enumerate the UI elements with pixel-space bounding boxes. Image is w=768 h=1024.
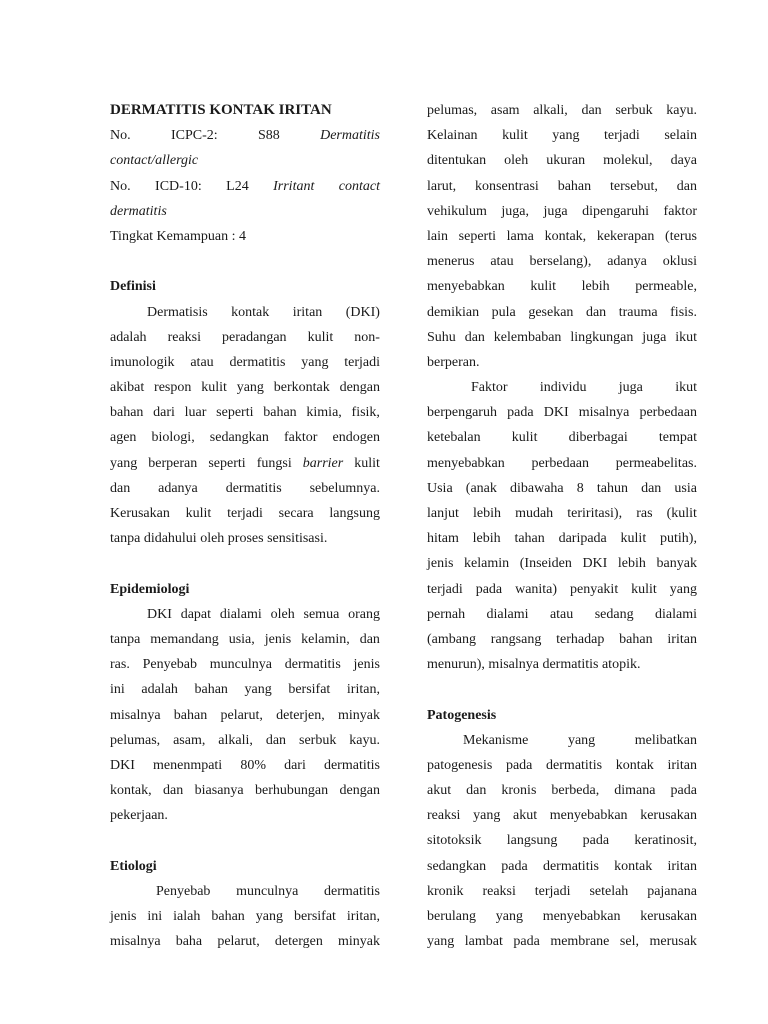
text-line: menyebabkan kulit lebih permeable, bbox=[427, 279, 697, 295]
text-line: Usia (anak dibawaha 8 tahun dan usia bbox=[427, 480, 697, 496]
text-line: larut, konsentrasi bahan tersebut, dan bbox=[427, 178, 697, 194]
icd-code: No. ICD-10: L24 Irritant contact dermatitis bbox=[110, 178, 380, 219]
text-line: ditentukan oleh ukuran molekul, daya bbox=[427, 153, 697, 169]
text-line: terjadi pada wanita) penyakit kulit yang bbox=[427, 581, 697, 597]
text-line: pekerjaan. bbox=[110, 808, 168, 824]
text-line: menerus atau berselang), adanya oklusi bbox=[427, 254, 697, 270]
tingkat-kemampuan: Tingkat Kemampuan : 4 bbox=[110, 228, 246, 244]
text-line: (ambang rangsang terhadap bahan iritan bbox=[427, 631, 697, 647]
text-line: yang berperan seperti fungsi barrier kulit bbox=[110, 455, 380, 471]
text-line: DKI menenmpati 80% dari dermatitis bbox=[110, 757, 380, 773]
text-line: dan adanya dermatitis sebelumnya. bbox=[110, 480, 380, 496]
section-heading-definisi: Definisi bbox=[110, 279, 156, 295]
icpc-code: No. ICPC-2: S88 Dermatitis contact/allergic bbox=[110, 128, 380, 169]
paragraph-etiologi-continued bbox=[427, 98, 697, 375]
text-line: lain seperti lama kontak, kekerapan (terus bbox=[427, 228, 697, 244]
text-line: tanpa didahului oleh proses sensitisasi. bbox=[110, 531, 328, 547]
document-title: DERMATITIS KONTAK IRITAN bbox=[110, 102, 332, 118]
text-line: pernah dialami atau sedang dialami bbox=[427, 606, 697, 622]
text-line: vehikulum juga, juga dipengaruhi faktor bbox=[427, 203, 697, 219]
text-line: imunologik atau dermatitis yang terjadi bbox=[110, 354, 380, 370]
text-line: yang lambat pada membrane sel, merusak bbox=[427, 934, 697, 950]
text-line: patogenesis pada dermatitis kontak iritan bbox=[427, 757, 697, 773]
text-line: Kelainan kulit yang terjadi selain bbox=[427, 128, 697, 144]
section-heading-epidemiologi: Epidemiologi bbox=[110, 581, 190, 597]
text-line: jenis kelamin (Inseiden DKI lebih banyak bbox=[427, 556, 697, 572]
text-line: reaksi yang akut menyebabkan kerusakan bbox=[427, 808, 697, 824]
paragraph-patogenesis bbox=[427, 728, 697, 955]
text-line: sedangkan pada dermatitis kontak iritan bbox=[427, 858, 697, 874]
text-line: Mekanisme yang melibatkan bbox=[463, 732, 697, 748]
text-line: ini adalah bahan yang bersifat iritan, bbox=[110, 682, 380, 698]
text-line: ketebalan kulit diberbagai tempat bbox=[427, 430, 697, 446]
left-column bbox=[110, 98, 380, 954]
text-line: berpengaruh pada DKI misalnya perbedaan bbox=[427, 405, 697, 421]
text-line: pelumas, asam, alkali, dan serbuk kayu. bbox=[110, 732, 380, 748]
text-line: tanpa memandang usia, jenis kelamin, dan bbox=[110, 631, 380, 647]
paragraph-epidemiologi bbox=[110, 602, 380, 829]
text-line: misalnya baha pelarut, detergen minyak bbox=[110, 934, 380, 950]
text-line: agen biologi, sedangkan faktor endogen bbox=[110, 430, 380, 446]
text-line: Suhu dan kelembaban lingkungan juga ikut bbox=[427, 329, 697, 345]
text-line: adalah reaksi peradangan kulit non- bbox=[110, 329, 380, 345]
text-line: akut dan kronis berbeda, dimana pada bbox=[427, 783, 697, 799]
text-line: sitotoksik langsung pada keratinosit, bbox=[427, 833, 697, 849]
right-column bbox=[427, 98, 697, 954]
text-line: ras. Penyebab munculnya dermatitis jenis bbox=[110, 657, 380, 673]
text-line: menyebabkan perbedaan permeabelitas. bbox=[427, 455, 697, 471]
paragraph-faktor-individu bbox=[427, 375, 697, 677]
text-line: bahan dari luar seperti bahan kimia, fisik, bbox=[110, 405, 380, 421]
paragraph-etiologi bbox=[110, 879, 380, 955]
text-line: DKI dapat dialami oleh semua orang bbox=[147, 606, 380, 622]
text-line: Kerusakan kulit terjadi secara langsung bbox=[110, 506, 380, 521]
text-line: berulang yang menyebabkan kerusakan bbox=[427, 909, 697, 924]
section-heading-etiologi: Etiologi bbox=[110, 858, 157, 874]
text-line: kronik reaksi terjadi setelah pajanana bbox=[427, 883, 697, 899]
text-line: pelumas, asam alkali, dan serbuk kayu. bbox=[427, 103, 697, 118]
text-line: misalnya bahan pelarut, deterjen, minyak bbox=[110, 707, 380, 723]
text-line: demikian pula gesekan dan trauma fisis. bbox=[427, 304, 697, 320]
text-line: kontak, dan biasanya berhubungan dengan bbox=[110, 783, 380, 799]
text-line: lanjut lebih mudah teriritasi), ras (kulit bbox=[427, 506, 697, 521]
text-line: hitam lebih tahan daripada kulit putih), bbox=[427, 531, 697, 547]
section-heading-patogenesis: Patogenesis bbox=[427, 707, 497, 723]
text-line: jenis ini ialah bahan yang bersifat iritan, bbox=[110, 909, 380, 924]
text-line: menurun), misalnya dermatitis atopik. bbox=[427, 657, 641, 673]
text-line: Dermatisis kontak iritan (DKI) bbox=[147, 304, 380, 320]
text-line: akibat respon kulit yang berkontak dengan bbox=[110, 380, 380, 396]
paragraph-definisi bbox=[110, 300, 380, 552]
text-line: Penyebab munculnya dermatitis bbox=[156, 883, 380, 899]
text-line: Faktor individu juga ikut bbox=[471, 380, 697, 396]
text-line: berperan. bbox=[427, 354, 480, 370]
